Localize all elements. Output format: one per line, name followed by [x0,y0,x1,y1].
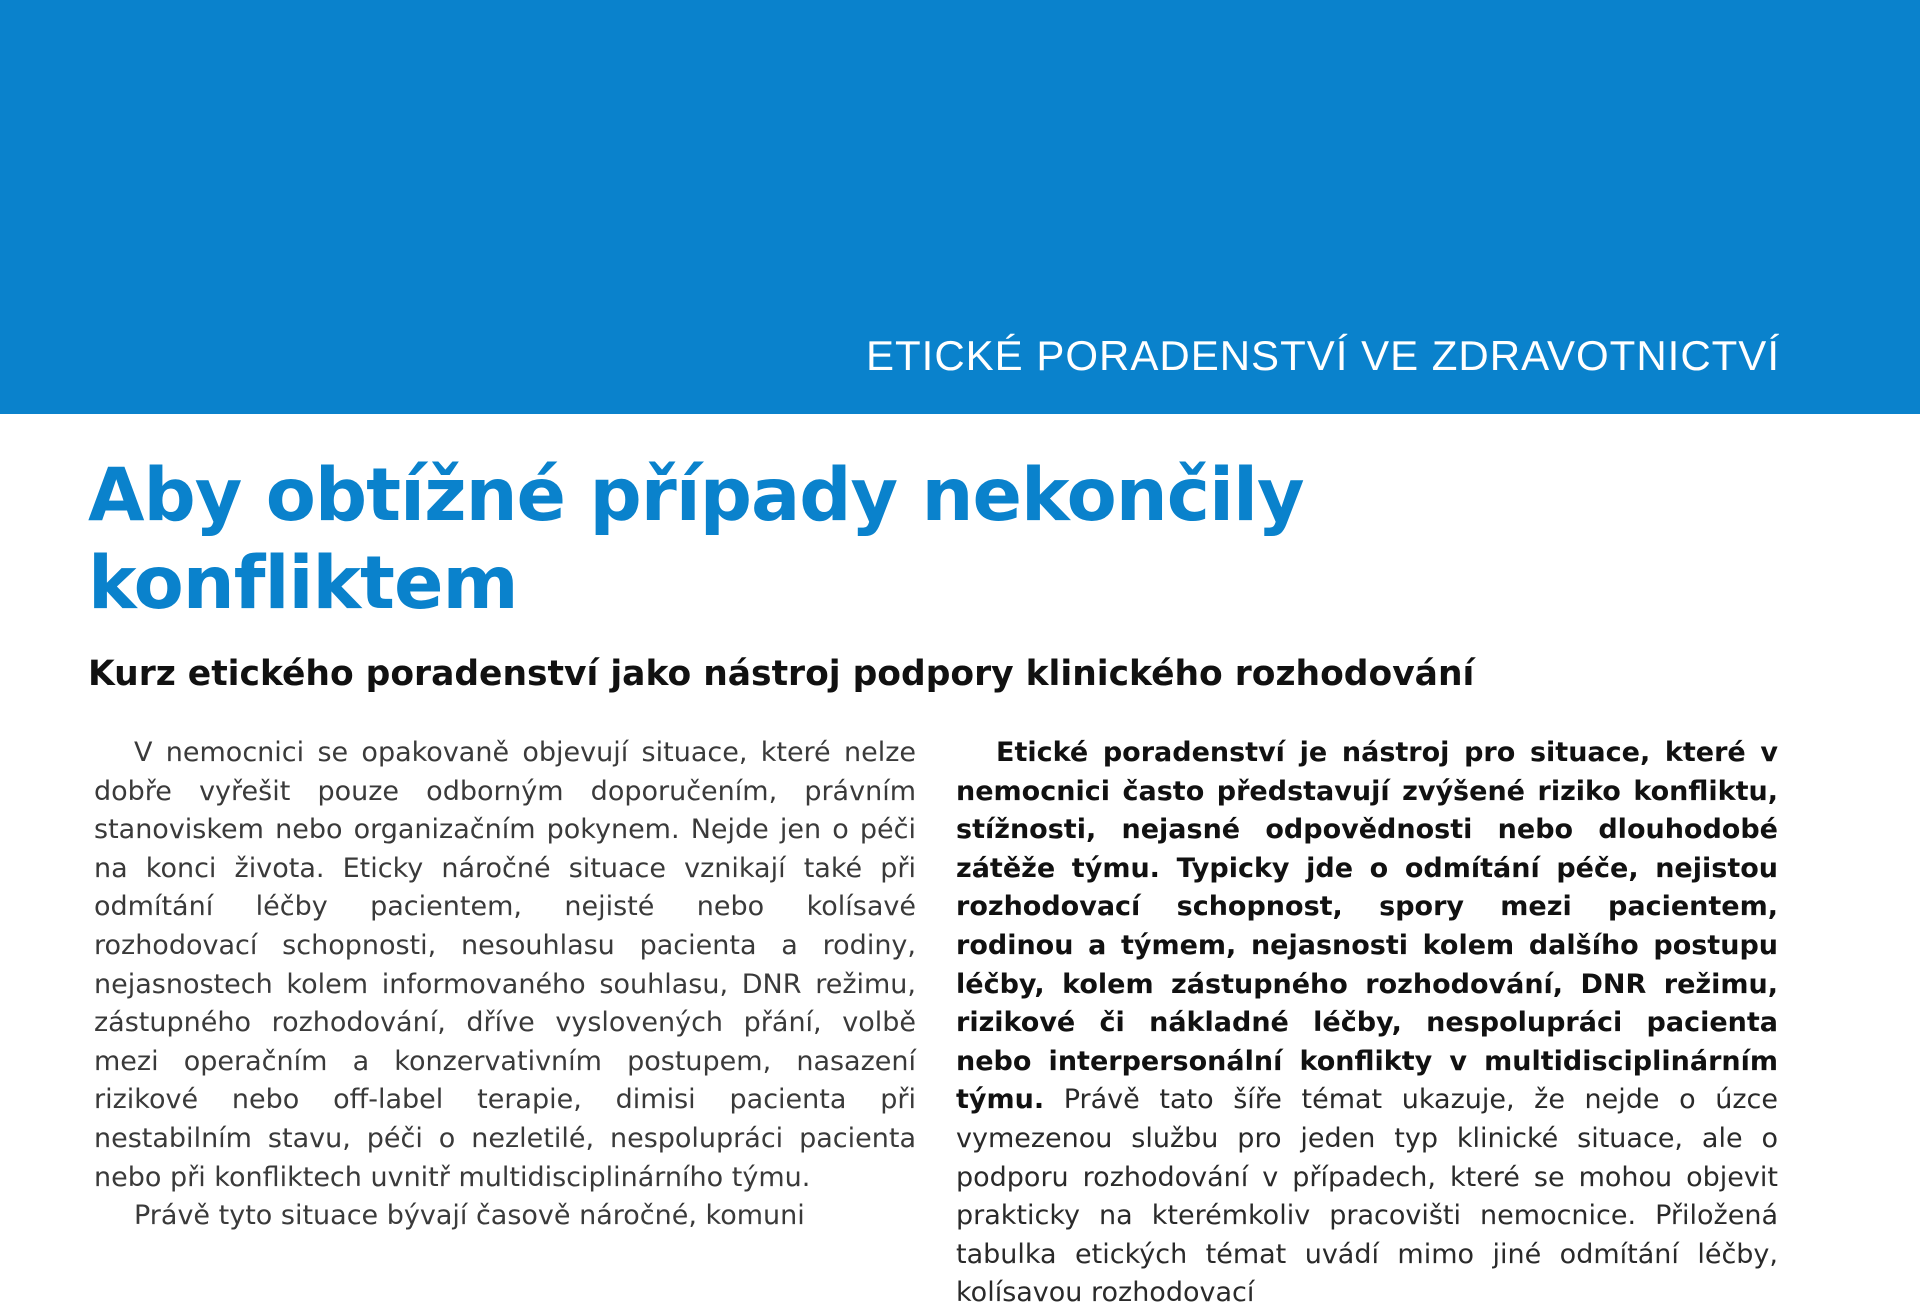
left-paragraph-1: V nemocnici se opakovaně objevují situace, které nelze dobře vyřešit pouze odborným doporučením, právním stanoviskem nebo organizačním pokynem. Nejde jen o péči na konci života. Eticky náročné situace vznikají také při odmítání léčby pacientem, nejisté nebo kolísavé rozhodovací schopnosti, nesouhlasu pacienta a rodiny, nejasnostech kolem informovaného souhlasu, DNR režimu, zástupného rozhodování, dříve vyslovených přání, volbě mezi operačním a konzervativním postupem, nasazení rizikové nebo off-label terapie, dimisi pacienta při nestabilním stavu, péči o nezletilé, nespolupráci pacienta nebo při konfliktech uvnitř multidisciplinárního týmu. [94,737,916,1193]
right-column [956,734,1778,1309]
left-paragraph-2: Právě tyto situace bývají časově náročné, komuni [134,1200,805,1232]
section-label: ETICKÉ PORADENSTVÍ VE ZDRAVOTNICTVÍ [865,332,1780,379]
header-banner [0,0,1920,414]
right-paragraph-1 [956,734,1778,1313]
right-bold-lead: Etické poradenství je nástroj pro situace, které v nemocnici často představují zvýšené riziko konfliktu, stížnosti, nejasné odpovědnosti nebo dlouhodobé zátěže týmu. Typicky jde o odmítání péče, nejistou rozhodovací schopnost, spory mezi pacientem, rodinou a týmem, nejasnosti kolem dalšího postupu léčby, kolem zástupného rozhodování, DNR režimu, rizikové či nákladné léčby, nespolupráci pacienta nebo interpersonální konflikty v multidisciplinárním týmu. [956,737,1778,1116]
article-title: Aby obtížné případy nekončily konfliktem [88,453,1304,626]
article-subtitle: Kurz etického poradenství jako nástroj podpory klinického rozhodování [88,654,1475,694]
left-column [94,734,916,1258]
right-regular-text: Právě tato šíře témat ukazuje, že nejde o úzce vymezenou službu pro jeden typ klinické situace, ale o podporu rozhodování v případech, které se mohou objevit prakticky na kterémkoliv pracovišti nemocnice. Přiložená tabulka etických témat uvádí mimo jiné odmítání léčby, kolísavou rozhodovací [956,1084,1778,1309]
